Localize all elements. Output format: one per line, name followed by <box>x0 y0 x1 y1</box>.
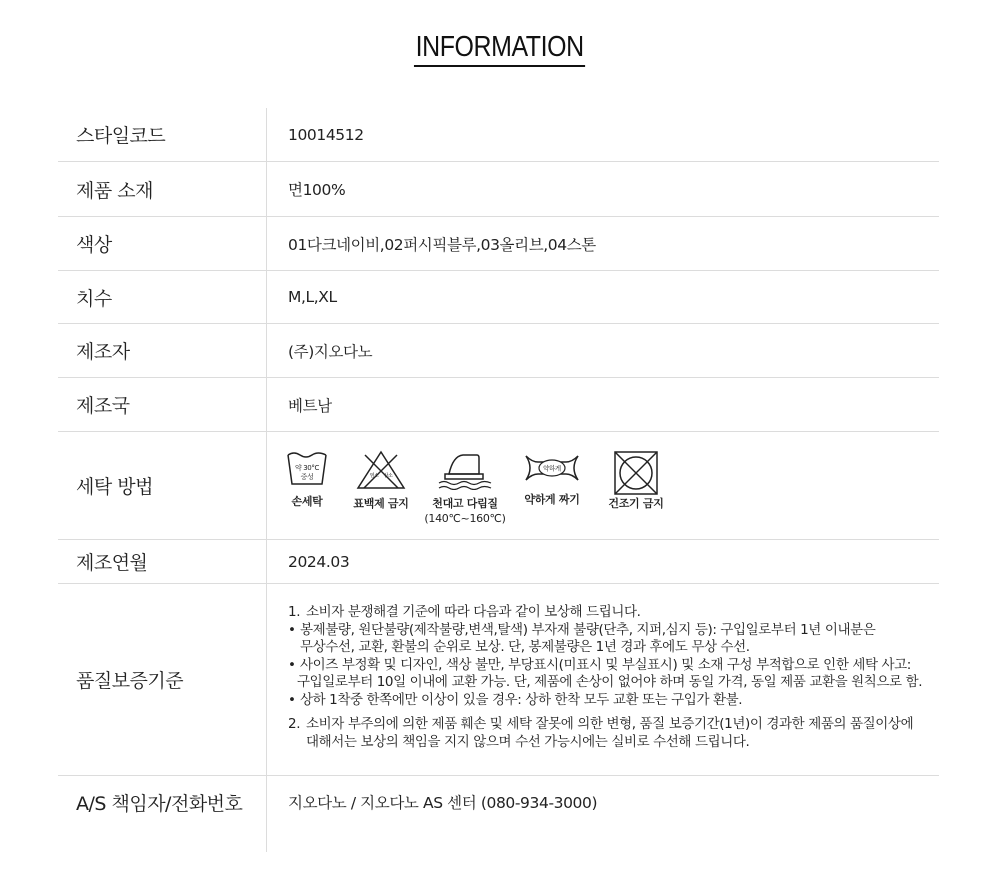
row-guarantee <box>58 584 939 776</box>
bullet-mark: • <box>288 656 296 673</box>
title-wrap <box>0 30 1000 67</box>
info-table <box>58 108 939 852</box>
wring-inner-text: 약하게 <box>543 464 561 473</box>
row-style-code <box>58 108 939 162</box>
care-caption: 표백제 금지 <box>353 497 409 510</box>
care-symbols <box>267 432 939 539</box>
guarantee-text <box>267 584 939 775</box>
item-number: 2. <box>288 716 301 732</box>
care-caption <box>424 496 505 526</box>
row-washing <box>58 432 939 540</box>
care-caption: 손세탁 <box>291 495 323 508</box>
iron-caption-main: 천대고 다림질 <box>432 497 498 510</box>
care-item-hand-wash <box>286 450 328 509</box>
row-value: 2024.03 <box>288 552 350 571</box>
item-text: 소비자 분쟁해결 기준에 따라 다음과 같이 보상해 드립니다. <box>306 604 641 620</box>
row-size <box>58 271 939 324</box>
no-bleach-icon <box>355 450 407 490</box>
row-value: 지오다노 / 지오다노 AS 센터 (080-934-3000) <box>288 794 598 812</box>
gentle-wring-icon <box>522 450 582 486</box>
row-label: 품질보증기준 <box>58 584 267 775</box>
row-label: 색상 <box>58 217 267 270</box>
hand-wash-icon <box>286 450 328 488</box>
bullet-text: 봉제불량, 원단불량(제작불량,변색,탈색) 부자재 불량(단추, 지퍼,심지 등): 구입일로부터 1년 이내분은 <box>300 621 876 638</box>
guarantee-item-2 <box>288 716 939 734</box>
care-caption: 건조기 금지 <box>608 497 664 510</box>
row-color <box>58 217 939 271</box>
guarantee-item-2-cont: 대해서는 보상의 책임을 지지 않으며 수선 가능시에는 실비로 수선해 드립니다. <box>306 733 750 750</box>
no-bleach-text-2: 산소 <box>383 473 393 479</box>
row-label: 제조국 <box>58 378 267 431</box>
care-item-iron <box>425 450 505 526</box>
no-tumble-dry-icon <box>612 450 660 496</box>
iron-caption-sub: (140℃~160℃) <box>424 512 506 525</box>
care-item-gentle-wring <box>520 450 584 507</box>
row-value: 베트남 <box>288 396 332 415</box>
row-value: 면100% <box>288 181 346 199</box>
guarantee-item-1 <box>288 604 939 622</box>
row-value: 10014512 <box>288 125 364 144</box>
care-item-no-bleach <box>355 450 407 511</box>
item-number: 1. <box>288 604 301 620</box>
row-as-contact <box>58 776 939 852</box>
row-value: M,L,XL <box>288 288 337 306</box>
item-text: 소비자 부주의에 의한 제품 훼손 및 세탁 잘못에 의한 변형, 품질 보증기간(1년)이 경과한 제품의 품질이상에 <box>306 716 914 732</box>
row-material <box>58 162 939 217</box>
row-label: A/S 책임자/전화번호 <box>58 776 267 852</box>
guarantee-bullet-3 <box>288 692 939 710</box>
bullet-mark: • <box>288 621 296 638</box>
row-label: 제조자 <box>58 324 267 377</box>
no-bleach-text-1: 염소 <box>369 473 379 479</box>
hand-wash-temp: 약 30°C <box>295 464 319 472</box>
row-label: 스타일코드 <box>58 108 267 161</box>
row-label: 치수 <box>58 271 267 323</box>
guarantee-bullet-2-cont: 구입일로부터 10일 이내에 교환 가능. 단, 제품에 손상이 없어야 하며 동일 가격, 동일 제품 교환을 원칙으로 함. <box>297 674 923 690</box>
care-caption: 약하게 짜기 <box>524 493 580 506</box>
row-label: 세탁 방법 <box>58 432 267 539</box>
guarantee-bullet-2 <box>288 657 939 675</box>
row-label: 제조연월 <box>58 540 267 583</box>
row-value: (주)지오다노 <box>288 342 373 361</box>
guarantee-bullet-1 <box>288 622 939 640</box>
bullet-text: 상하 1착중 한쪽에만 이상이 있을 경우: 상하 한착 모두 교환 또는 구입가 환불. <box>300 691 743 708</box>
row-mfg-date <box>58 540 939 584</box>
row-manufacturer <box>58 324 939 378</box>
spacer <box>288 709 939 716</box>
row-label: 제품 소재 <box>58 162 267 216</box>
iron-cloth-icon <box>435 450 495 490</box>
row-value: 01다크네이비,02퍼시픽블루,03올리브,04스톤 <box>288 235 596 254</box>
guarantee-bullet-1-cont: 무상수선, 교환, 환불의 순위로 보상. 단, 봉제불량은 1년 경과 후에도 무상 수선. <box>300 639 750 655</box>
row-country <box>58 378 939 432</box>
bullet-text: 사이즈 부정확 및 디자인, 색상 불만, 부당표시(미표시 및 부실표시) 및 소재 구성 부적합으로 인한 세탁 사고: <box>300 656 911 673</box>
page-title: INFORMATION <box>414 30 585 67</box>
hand-wash-detergent: 중성 <box>300 473 314 481</box>
bullet-mark: • <box>288 691 296 708</box>
care-item-no-tumble <box>604 450 668 511</box>
